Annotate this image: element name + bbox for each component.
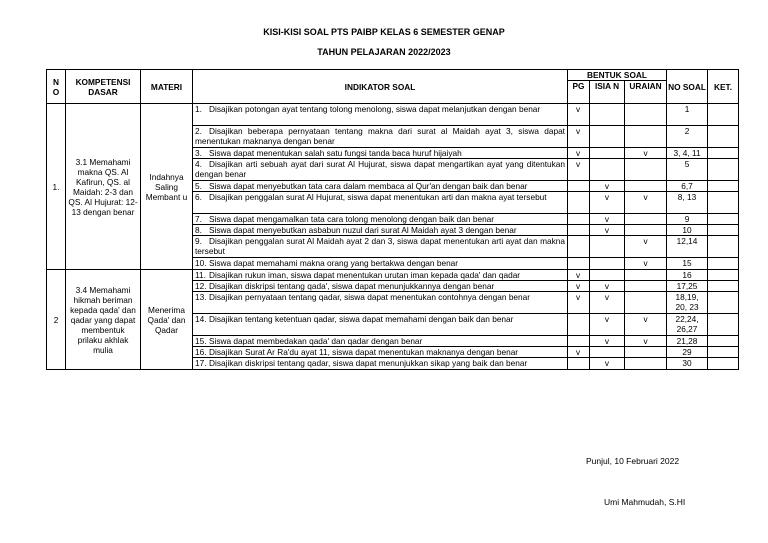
pg-mark (568, 336, 590, 347)
no-soal: 10 (667, 225, 708, 236)
no-soal: 1 (667, 104, 708, 126)
uraian-mark (625, 358, 667, 370)
place-date: Punjul, 10 Februari 2022 (586, 456, 680, 466)
indikator-cell (193, 358, 568, 370)
ket (708, 148, 739, 159)
indikator-text: Siswa dapat memahami makna orang yang bertakwa dengan benar (209, 258, 459, 268)
indikator-number: 6. (195, 192, 202, 202)
document-title: KISI-KISI SOAL PTS PAIBP KELAS 6 SEMESTER GENAP (263, 27, 505, 37)
no-soal: 6,7 (667, 181, 708, 192)
indikator-text: Siswa dapat mengamalkan tata cara tolong menolong dengan baik dan benar (209, 214, 495, 224)
isian-mark: v (590, 225, 625, 236)
isian-mark: v (590, 336, 625, 347)
header-bentuk-soal: BENTUK SOAL (568, 70, 667, 81)
pg-mark: v (568, 292, 590, 314)
kompetensi-dasar: 3.1 Memahami makna QS. Al Kafirun, QS. al Maidah: 2-3 dan QS. Al Hujurat: 12-13 dengan benar (66, 104, 141, 270)
ket (708, 192, 739, 214)
indikator-cell (193, 292, 568, 314)
indikator-text: Disajikan pernyataan tentang qadar, siswa dapat menentukan contohnya dengan benar (209, 292, 531, 302)
indikator-text: Disajikan tentang ketentuan qadar, siswa dapat memahami dengan baik dan benar (209, 314, 514, 324)
pg-mark: v (568, 104, 590, 126)
indikator-text: Disajikan potongan ayat tentang tolong menolong, siswa dapat melanjutkan dengan benar (209, 104, 541, 114)
no-soal: 5 (667, 159, 708, 181)
indikator-number: 8. (195, 225, 202, 235)
header-indikator: INDIKATOR SOAL (193, 70, 568, 104)
ket (708, 104, 739, 126)
group-number: 2 (47, 270, 66, 370)
indikator-cell (193, 236, 568, 258)
indikator-number: 14. (195, 314, 207, 324)
signer-name: Umi Mahmudah, S.HI (604, 497, 686, 507)
no-soal: 9 (667, 214, 708, 225)
indikator-text: Disajikan rukun iman, siswa dapat menentukan urutan iman kepada qada' dan qadar (209, 270, 521, 280)
indikator-cell (193, 104, 568, 126)
indikator-cell (193, 148, 568, 159)
uraian-mark: v (625, 192, 667, 214)
uraian-mark: v (625, 314, 667, 336)
ket (708, 336, 739, 347)
pg-mark (568, 314, 590, 336)
pg-mark: v (568, 159, 590, 181)
indikator-number: 11. (195, 270, 206, 280)
indikator-text: Disajikan penggalan surat Al Hujurat, siswa dapat menentukan arti dan makna ayat tersebut (209, 192, 547, 202)
table-row (47, 270, 739, 281)
pg-mark: v (568, 270, 590, 281)
isian-mark: v (590, 181, 625, 192)
indikator-number: 4. (195, 159, 202, 169)
isian-mark (590, 258, 625, 270)
indikator-cell (193, 258, 568, 270)
indikator-cell (193, 181, 568, 192)
indikator-number: 2. (195, 126, 202, 136)
pg-mark: v (568, 281, 590, 292)
header-no-soal: NO SOAL (667, 70, 708, 104)
uraian-mark: v (625, 236, 667, 258)
isian-mark (590, 347, 625, 358)
indikator-cell (193, 126, 568, 148)
isian-mark: v (590, 214, 625, 225)
no-soal: 8, 13 (667, 192, 708, 214)
indikator-number: 16. (195, 347, 207, 357)
pg-mark (568, 236, 590, 258)
no-soal: 21,28 (667, 336, 708, 347)
uraian-mark: v (625, 336, 667, 347)
isian-mark: v (590, 192, 625, 214)
pg-mark: v (568, 126, 590, 148)
indikator-cell (193, 336, 568, 347)
ket (708, 347, 739, 358)
indikator-text: Disajikan arti sebuah ayat dari surat Al Hujurat, siswa dapat mengartikan ayat yang ditentukan dengan benar (195, 159, 565, 179)
ket (708, 126, 739, 148)
indikator-number: 3. (195, 148, 202, 158)
indikator-text: Disajikan Surat Ar Ra'du ayat 11, siswa dapat menentukan maknanya dengan benar (209, 347, 519, 357)
no-soal: 18,19, 20, 23 (667, 292, 708, 314)
isian-mark: v (590, 314, 625, 336)
header-kompetensi: KOMPETENSI DASAR (66, 70, 141, 104)
pg-mark (568, 225, 590, 236)
kisi-kisi-table (46, 69, 739, 370)
no-soal: 16 (667, 270, 708, 281)
uraian-mark (625, 292, 667, 314)
pg-mark: v (568, 148, 590, 159)
indikator-text: Disajikan penggalan surat Al Maidah ayat 2 dan 3, siswa dapat menentukan arti ayat dan makna tersebut (195, 236, 565, 256)
table-body (47, 104, 739, 370)
uraian-mark (625, 126, 667, 148)
header-isian: ISIA N (590, 81, 625, 104)
ket (708, 270, 739, 281)
indikator-cell (193, 281, 568, 292)
isian-mark (590, 126, 625, 148)
indikator-number: 17. (195, 358, 207, 368)
kompetensi-dasar: 3.4 Memahami hikmah beriman kepada qada' dan qadar yang dapat membentuk prilaku akhlak mulia (66, 270, 141, 370)
group-number: 1. (47, 104, 66, 270)
indikator-number: 7. (195, 214, 202, 224)
indikator-text: Disajikan beberapa pernyataan tentang makna dari surat al Maidah ayat 3, siswa dapat menentukan maknanya dengan benar (195, 126, 565, 146)
uraian-mark (625, 281, 667, 292)
indikator-cell (193, 192, 568, 214)
no-soal: 29 (667, 347, 708, 358)
ket (708, 236, 739, 258)
pg-mark (568, 358, 590, 370)
uraian-mark: v (625, 148, 667, 159)
indikator-text: Siswa dapat menyebutkan tata cara dalam membaca al Qur'an dengan baik dan benar (209, 181, 528, 191)
indikator-cell (193, 159, 568, 181)
indikator-number: 10. (195, 258, 207, 268)
header-pg: PG (568, 81, 590, 104)
pg-mark (568, 192, 590, 214)
indikator-number: 12. (195, 281, 207, 291)
isian-mark: v (590, 292, 625, 314)
indikator-text: Siswa dapat membedakan qada' dan qadar dengan benar (209, 336, 423, 346)
no-soal: 22,24, 26,27 (667, 314, 708, 336)
header-no: N O (47, 70, 66, 104)
isian-mark: v (590, 281, 625, 292)
indikator-number: 5. (195, 181, 202, 191)
uraian-mark (625, 181, 667, 192)
uraian-mark: v (625, 258, 667, 270)
ket (708, 225, 739, 236)
indikator-text: Disajikan diskripsi tentang qadar, siswa dapat menunjukkan sikap yang baik dan benar (209, 358, 528, 368)
pg-mark (568, 258, 590, 270)
ket (708, 314, 739, 336)
indikator-cell (193, 314, 568, 336)
isian-mark: v (590, 358, 625, 370)
no-soal: 3, 4, 11 (667, 148, 708, 159)
uraian-mark (625, 347, 667, 358)
header-ket: KET. (708, 70, 739, 104)
indikator-text: Siswa dapat menyebutkan asbabun nuzul dari surat Al Maidah ayat 3 dengan benar (209, 225, 517, 235)
isian-mark (590, 270, 625, 281)
indikator-cell (193, 270, 568, 281)
header-materi: MATERI (141, 70, 193, 104)
ket (708, 358, 739, 370)
no-soal: 15 (667, 258, 708, 270)
indikator-number: 15. (195, 336, 207, 346)
materi: Indahnya Saling Membant u (141, 104, 193, 270)
no-soal: 17,25 (667, 281, 708, 292)
indikator-number: 13. (195, 292, 207, 302)
header-uraian: URAIAN (625, 81, 667, 104)
no-soal: 2 (667, 126, 708, 148)
indikator-cell (193, 214, 568, 225)
uraian-mark (625, 270, 667, 281)
indikator-text: Siswa dapat menentukan salah satu fungsi tanda baca huruf hijaiyah (209, 148, 462, 158)
uraian-mark (625, 225, 667, 236)
pg-mark (568, 214, 590, 225)
materi: Menerima Qada' dan Qadar (141, 270, 193, 370)
ket (708, 214, 739, 225)
table-row (47, 104, 739, 126)
indikator-cell (193, 347, 568, 358)
uraian-mark (625, 104, 667, 126)
ket (708, 292, 739, 314)
ket (708, 258, 739, 270)
uraian-mark (625, 159, 667, 181)
no-soal: 12,14 (667, 236, 708, 258)
pg-mark (568, 181, 590, 192)
isian-mark (590, 159, 625, 181)
ket (708, 181, 739, 192)
isian-mark (590, 148, 625, 159)
ket (708, 159, 739, 181)
document-subtitle: TAHUN PELAJARAN 2022/2023 (317, 47, 451, 57)
uraian-mark (625, 214, 667, 225)
isian-mark (590, 104, 625, 126)
ket (708, 281, 739, 292)
indikator-text: Disajikan diskripsi tentang qada', siswa dapat menunjukkannya dengan benar (209, 281, 495, 291)
indikator-number: 1. (195, 104, 202, 114)
no-soal: 30 (667, 358, 708, 370)
indikator-number: 9. (195, 236, 202, 246)
pg-mark: v (568, 347, 590, 358)
isian-mark (590, 236, 625, 258)
indikator-cell (193, 225, 568, 236)
